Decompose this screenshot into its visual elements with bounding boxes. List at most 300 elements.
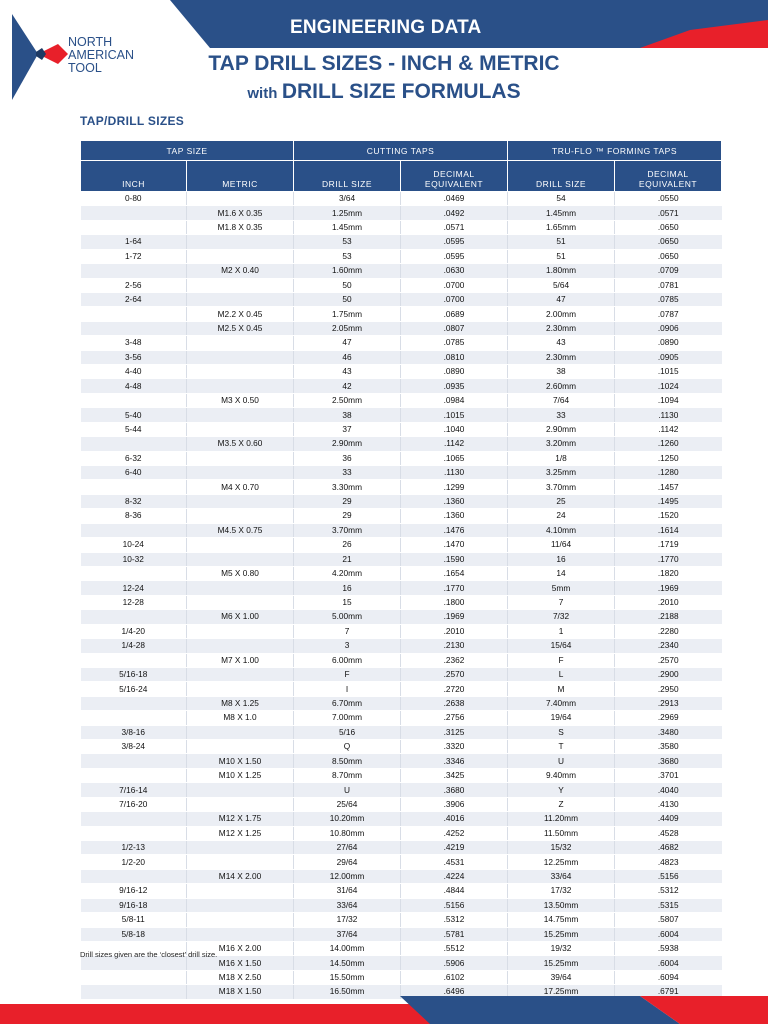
table-row (81, 855, 722, 869)
cell-drill-size: 29 (294, 494, 401, 508)
cell-inch (81, 321, 187, 335)
cell-forming-drill-size: 2.30mm (508, 321, 615, 335)
cell-forming-drill-size: 2.90mm (508, 422, 615, 436)
cell-decimal: .0807 (401, 321, 508, 335)
cell-forming-drill-size: 1.45mm (508, 206, 615, 220)
cell-forming-drill-size: 19/64 (508, 711, 615, 725)
cell-drill-size: 36 (294, 451, 401, 465)
table-row (81, 812, 722, 826)
cell-forming-decimal: .0571 (615, 206, 722, 220)
cell-forming-drill-size: 2.60mm (508, 379, 615, 393)
cell-inch (81, 653, 187, 667)
cell-forming-drill-size: 2.00mm (508, 307, 615, 321)
cell-forming-drill-size: T (508, 740, 615, 754)
cell-decimal: .2010 (401, 624, 508, 638)
cell-inch (81, 826, 187, 840)
cell-drill-size: 27/64 (294, 840, 401, 854)
cell-metric (187, 740, 294, 754)
cell-metric: M4.5 X 0.75 (187, 523, 294, 537)
table-row (81, 840, 722, 854)
cell-metric (187, 292, 294, 306)
cell-inch: 9/16-12 (81, 884, 187, 898)
cell-inch: 6-32 (81, 451, 187, 465)
table-row (81, 408, 722, 422)
cell-forming-decimal: .5807 (615, 913, 722, 927)
cell-inch (81, 812, 187, 826)
cell-drill-size: F (294, 667, 401, 681)
cell-forming-drill-size: M (508, 682, 615, 696)
cell-forming-decimal: .1520 (615, 509, 722, 523)
cell-forming-drill-size: 24 (508, 509, 615, 523)
cell-forming-decimal: .2010 (615, 595, 722, 609)
cell-metric: M2.2 X 0.45 (187, 307, 294, 321)
table-row (81, 927, 722, 941)
cell-metric (187, 350, 294, 364)
cell-inch: 0-80 (81, 192, 187, 206)
cell-forming-decimal: .4528 (615, 826, 722, 840)
cell-metric (187, 192, 294, 206)
cell-forming-decimal: .1969 (615, 581, 722, 595)
cell-forming-drill-size: 15.25mm (508, 956, 615, 970)
cell-forming-decimal: .6791 (615, 985, 722, 999)
cell-forming-drill-size: 39/64 (508, 970, 615, 984)
cell-inch (81, 206, 187, 220)
cell-decimal: .4224 (401, 869, 508, 883)
cell-forming-decimal: .4823 (615, 855, 722, 869)
cell-drill-size: 14.00mm (294, 941, 401, 955)
table-row (81, 682, 722, 696)
table-row (81, 696, 722, 710)
cell-decimal: .6496 (401, 985, 508, 999)
cell-forming-decimal: .2340 (615, 639, 722, 653)
cell-decimal: .5781 (401, 927, 508, 941)
cell-decimal: .1040 (401, 422, 508, 436)
cell-metric (187, 235, 294, 249)
cell-decimal: .2638 (401, 696, 508, 710)
cell-forming-decimal: .2188 (615, 610, 722, 624)
cell-forming-drill-size: 33/64 (508, 869, 615, 883)
cell-inch: 9/16-18 (81, 898, 187, 912)
cell-forming-decimal: .3701 (615, 768, 722, 782)
cell-decimal: .1470 (401, 538, 508, 552)
cell-drill-size: 3.70mm (294, 523, 401, 537)
cell-forming-decimal: .2900 (615, 667, 722, 681)
cell-forming-decimal: .0906 (615, 321, 722, 335)
cell-metric: M1.6 X 0.35 (187, 206, 294, 220)
cell-inch (81, 523, 187, 537)
cell-forming-drill-size: 11.50mm (508, 826, 615, 840)
cell-drill-size: 2.05mm (294, 321, 401, 335)
group-header-forming-taps: TRU-FLO ™ FORMING TAPS (508, 141, 722, 161)
cell-forming-drill-size: 3.20mm (508, 437, 615, 451)
table-row (81, 509, 722, 523)
cell-drill-size: 3/64 (294, 192, 401, 206)
cell-decimal: .0595 (401, 235, 508, 249)
cell-forming-drill-size: 17.25mm (508, 985, 615, 999)
cell-forming-decimal: .5938 (615, 941, 722, 955)
cell-inch (81, 754, 187, 768)
table-row (81, 249, 722, 263)
cell-metric: M18 X 1.50 (187, 985, 294, 999)
cell-forming-decimal: .3680 (615, 754, 722, 768)
cell-forming-decimal: .1280 (615, 466, 722, 480)
cell-metric: M8 X 1.25 (187, 696, 294, 710)
cell-inch (81, 307, 187, 321)
cell-drill-size: 3 (294, 639, 401, 653)
col-header-metric: METRIC (187, 161, 294, 192)
cell-metric: M10 X 1.25 (187, 768, 294, 782)
cell-inch: 12-24 (81, 581, 187, 595)
cell-drill-size: 6.00mm (294, 653, 401, 667)
column-header-row (81, 161, 722, 192)
cell-metric (187, 884, 294, 898)
table-row (81, 768, 722, 782)
cell-metric: M1.8 X 0.35 (187, 220, 294, 234)
cell-forming-drill-size: 14 (508, 566, 615, 580)
cell-metric (187, 667, 294, 681)
cell-decimal: .3320 (401, 740, 508, 754)
col-header-forming-decimal: DECIMAL EQUIVALENT (615, 161, 722, 192)
cell-metric (187, 581, 294, 595)
cell-drill-size: 16.50mm (294, 985, 401, 999)
cell-metric: M2.5 X 0.45 (187, 321, 294, 335)
cell-drill-size: 21 (294, 552, 401, 566)
cell-inch (81, 220, 187, 234)
cell-decimal: .1299 (401, 480, 508, 494)
cell-metric: M4 X 0.70 (187, 480, 294, 494)
cell-inch: 10-32 (81, 552, 187, 566)
cell-forming-decimal: .1015 (615, 365, 722, 379)
cell-inch: 3-56 (81, 350, 187, 364)
section-title: TAP/DRILL SIZES (80, 114, 185, 128)
table-row (81, 321, 722, 335)
cell-forming-drill-size: U (508, 754, 615, 768)
cell-metric (187, 927, 294, 941)
cell-decimal: .1654 (401, 566, 508, 580)
table-row (81, 192, 722, 206)
cell-decimal: .0700 (401, 278, 508, 292)
cell-drill-size: 33/64 (294, 898, 401, 912)
cell-forming-decimal: .2570 (615, 653, 722, 667)
cell-metric: M16 X 2.00 (187, 941, 294, 955)
cell-forming-decimal: .1614 (615, 523, 722, 537)
cell-metric: M12 X 1.25 (187, 826, 294, 840)
cell-inch: 1-64 (81, 235, 187, 249)
cell-forming-drill-size: 1.65mm (508, 220, 615, 234)
cell-metric (187, 840, 294, 854)
table-row (81, 552, 722, 566)
table-row (81, 754, 722, 768)
cell-inch (81, 264, 187, 278)
cell-metric (187, 408, 294, 422)
cell-inch: 4-40 (81, 365, 187, 379)
table-row (81, 379, 722, 393)
cell-forming-drill-size: 1 (508, 624, 615, 638)
cell-drill-size: 7.00mm (294, 711, 401, 725)
cell-drill-size: 26 (294, 538, 401, 552)
cell-inch (81, 480, 187, 494)
cell-drill-size: 25/64 (294, 797, 401, 811)
cell-inch: 1/4-28 (81, 639, 187, 653)
cell-drill-size: 37/64 (294, 927, 401, 941)
cell-inch (81, 696, 187, 710)
cell-inch: 12-28 (81, 595, 187, 609)
cell-forming-drill-size: 11.20mm (508, 812, 615, 826)
cell-drill-size: 10.20mm (294, 812, 401, 826)
cell-drill-size: U (294, 783, 401, 797)
cell-inch: 1/2-20 (81, 855, 187, 869)
footnote: Drill sizes given are the ‘closest’ drill size. (80, 950, 218, 959)
cell-forming-drill-size: 15.25mm (508, 927, 615, 941)
cell-decimal: .0810 (401, 350, 508, 364)
cell-decimal: .3425 (401, 768, 508, 782)
cell-decimal: .1476 (401, 523, 508, 537)
cell-forming-decimal: .0650 (615, 235, 722, 249)
cell-decimal: .1770 (401, 581, 508, 595)
cell-drill-size: 5.00mm (294, 610, 401, 624)
cell-drill-size: 38 (294, 408, 401, 422)
cell-decimal: .1015 (401, 408, 508, 422)
table-row (81, 826, 722, 840)
cell-forming-drill-size: Z (508, 797, 615, 811)
cell-metric: M16 X 1.50 (187, 956, 294, 970)
table-row (81, 970, 722, 984)
cell-drill-size: Q (294, 740, 401, 754)
cell-metric: M14 X 2.00 (187, 869, 294, 883)
cell-drill-size: 37 (294, 422, 401, 436)
cell-inch (81, 437, 187, 451)
cell-forming-decimal: .1024 (615, 379, 722, 393)
cell-metric (187, 624, 294, 638)
cell-metric (187, 249, 294, 263)
cell-decimal: .1360 (401, 494, 508, 508)
cell-decimal: .4252 (401, 826, 508, 840)
group-header-cutting-taps: CUTTING TAPS (294, 141, 508, 161)
cell-forming-decimal: .0785 (615, 292, 722, 306)
cell-forming-decimal: .1719 (615, 538, 722, 552)
cell-decimal: .5906 (401, 956, 508, 970)
cell-forming-drill-size: 38 (508, 365, 615, 379)
cell-drill-size: 29 (294, 509, 401, 523)
table-row (81, 797, 722, 811)
cell-forming-decimal: .5312 (615, 884, 722, 898)
cell-drill-size: 43 (294, 365, 401, 379)
cell-forming-decimal: .1770 (615, 552, 722, 566)
cell-decimal: .1065 (401, 451, 508, 465)
cell-decimal: .1969 (401, 610, 508, 624)
table-row (81, 350, 722, 364)
cell-forming-drill-size: S (508, 725, 615, 739)
cell-forming-decimal: .2913 (615, 696, 722, 710)
cell-metric: M6 X 1.00 (187, 610, 294, 624)
cell-decimal: .2570 (401, 667, 508, 681)
cell-metric (187, 538, 294, 552)
cell-decimal: .0492 (401, 206, 508, 220)
cell-forming-drill-size: 13.50mm (508, 898, 615, 912)
cell-forming-decimal: .4040 (615, 783, 722, 797)
cell-metric: M3 X 0.50 (187, 393, 294, 407)
cell-forming-drill-size: 43 (508, 336, 615, 350)
subtitle-with: with (247, 85, 278, 102)
cell-drill-size: 53 (294, 249, 401, 263)
cell-forming-drill-size: 7/32 (508, 610, 615, 624)
cell-metric (187, 855, 294, 869)
cell-drill-size: 50 (294, 292, 401, 306)
cell-forming-drill-size: 7 (508, 595, 615, 609)
cell-forming-drill-size: 11/64 (508, 538, 615, 552)
table-body (81, 192, 722, 1000)
cell-drill-size: 31/64 (294, 884, 401, 898)
cell-forming-drill-size: 33 (508, 408, 615, 422)
cell-metric: M18 X 2.50 (187, 970, 294, 984)
cell-metric: M12 X 1.75 (187, 812, 294, 826)
table-row (81, 220, 722, 234)
cell-decimal: .0785 (401, 336, 508, 350)
cell-inch: 5-44 (81, 422, 187, 436)
cell-drill-size: 50 (294, 278, 401, 292)
cell-drill-size: I (294, 682, 401, 696)
cell-inch: 5/16-18 (81, 667, 187, 681)
cell-inch: 1/2-13 (81, 840, 187, 854)
cell-metric (187, 451, 294, 465)
page-subtitle (0, 80, 768, 104)
cell-inch: 1-72 (81, 249, 187, 263)
cell-drill-size: 17/32 (294, 913, 401, 927)
cell-metric (187, 509, 294, 523)
tap-drill-table (80, 140, 722, 1000)
cell-decimal: .0469 (401, 192, 508, 206)
cell-drill-size: 4.20mm (294, 566, 401, 580)
table-row (81, 336, 722, 350)
cell-drill-size: 1.25mm (294, 206, 401, 220)
cell-drill-size: 3.30mm (294, 480, 401, 494)
cell-inch: 8-36 (81, 509, 187, 523)
cell-forming-drill-size: 25 (508, 494, 615, 508)
cell-drill-size: 7 (294, 624, 401, 638)
cell-forming-drill-size: 16 (508, 552, 615, 566)
cell-inch (81, 970, 187, 984)
table-row (81, 884, 722, 898)
cell-forming-drill-size: L (508, 667, 615, 681)
cell-drill-size: 6.70mm (294, 696, 401, 710)
table-row (81, 235, 722, 249)
cell-inch (81, 610, 187, 624)
cell-forming-decimal: .5156 (615, 869, 722, 883)
table-row (81, 494, 722, 508)
cell-drill-size: 2.90mm (294, 437, 401, 451)
cell-decimal: .4531 (401, 855, 508, 869)
table-row (81, 653, 722, 667)
cell-forming-decimal: .2280 (615, 624, 722, 638)
cell-drill-size: 53 (294, 235, 401, 249)
cell-forming-drill-size: 17/32 (508, 884, 615, 898)
cell-forming-drill-size: 54 (508, 192, 615, 206)
cell-metric (187, 466, 294, 480)
table-row (81, 595, 722, 609)
subtitle-rest: DRILL SIZE FORMULAS (281, 80, 521, 103)
cell-inch: 4-48 (81, 379, 187, 393)
col-header-decimal: DECIMAL EQUIVALENT (401, 161, 508, 192)
cell-inch: 7/16-20 (81, 797, 187, 811)
cell-forming-drill-size: 4.10mm (508, 523, 615, 537)
cell-decimal: .1800 (401, 595, 508, 609)
bottom-banner (0, 996, 768, 1024)
table-row (81, 422, 722, 436)
group-header-tap-size: TAP SIZE (81, 141, 294, 161)
table-row (81, 624, 722, 638)
cell-drill-size: 1.75mm (294, 307, 401, 321)
table-row (81, 393, 722, 407)
cell-inch (81, 393, 187, 407)
cell-forming-decimal: .0781 (615, 278, 722, 292)
cell-forming-decimal: .1457 (615, 480, 722, 494)
cell-drill-size: 12.00mm (294, 869, 401, 883)
cell-inch: 3/8-24 (81, 740, 187, 754)
cell-drill-size: 2.50mm (294, 393, 401, 407)
cell-forming-drill-size: 19/32 (508, 941, 615, 955)
table-row (81, 437, 722, 451)
cell-decimal: .0890 (401, 365, 508, 379)
cell-metric (187, 639, 294, 653)
cell-forming-drill-size: 12.25mm (508, 855, 615, 869)
table-row (81, 523, 722, 537)
cell-metric: M2 X 0.40 (187, 264, 294, 278)
table-row (81, 639, 722, 653)
cell-forming-decimal: .3480 (615, 725, 722, 739)
table-row (81, 913, 722, 927)
cell-inch: 5-40 (81, 408, 187, 422)
cell-forming-drill-size: 2.30mm (508, 350, 615, 364)
cell-forming-drill-size: 1/8 (508, 451, 615, 465)
cell-forming-decimal: .0709 (615, 264, 722, 278)
cell-forming-decimal: .0650 (615, 249, 722, 263)
table-row (81, 610, 722, 624)
cell-forming-decimal: .0890 (615, 336, 722, 350)
cell-inch: 10-24 (81, 538, 187, 552)
col-header-drill-size: DRILL SIZE (294, 161, 401, 192)
cell-metric (187, 494, 294, 508)
cell-drill-size: 8.70mm (294, 768, 401, 782)
cell-metric: M10 X 1.50 (187, 754, 294, 768)
cell-inch: 5/8-18 (81, 927, 187, 941)
cell-forming-drill-size: 3.25mm (508, 466, 615, 480)
cell-forming-decimal: .4130 (615, 797, 722, 811)
cell-drill-size: 33 (294, 466, 401, 480)
cell-metric (187, 365, 294, 379)
cell-decimal: .3906 (401, 797, 508, 811)
cell-metric (187, 595, 294, 609)
cell-metric (187, 682, 294, 696)
table-row (81, 898, 722, 912)
cell-forming-drill-size: 7.40mm (508, 696, 615, 710)
cell-decimal: .4844 (401, 884, 508, 898)
cell-inch (81, 869, 187, 883)
cell-forming-decimal: .0650 (615, 220, 722, 234)
table-row (81, 307, 722, 321)
cell-inch: 3-48 (81, 336, 187, 350)
cell-forming-decimal: .6004 (615, 927, 722, 941)
table-row (81, 264, 722, 278)
cell-drill-size: 16 (294, 581, 401, 595)
cell-metric: M7 X 1.00 (187, 653, 294, 667)
cell-decimal: .0595 (401, 249, 508, 263)
cell-drill-size: 47 (294, 336, 401, 350)
cell-decimal: .1130 (401, 466, 508, 480)
cell-forming-drill-size: 1.80mm (508, 264, 615, 278)
cell-forming-decimal: .3580 (615, 740, 722, 754)
cell-forming-decimal: .0787 (615, 307, 722, 321)
cell-inch: 5/16-24 (81, 682, 187, 696)
